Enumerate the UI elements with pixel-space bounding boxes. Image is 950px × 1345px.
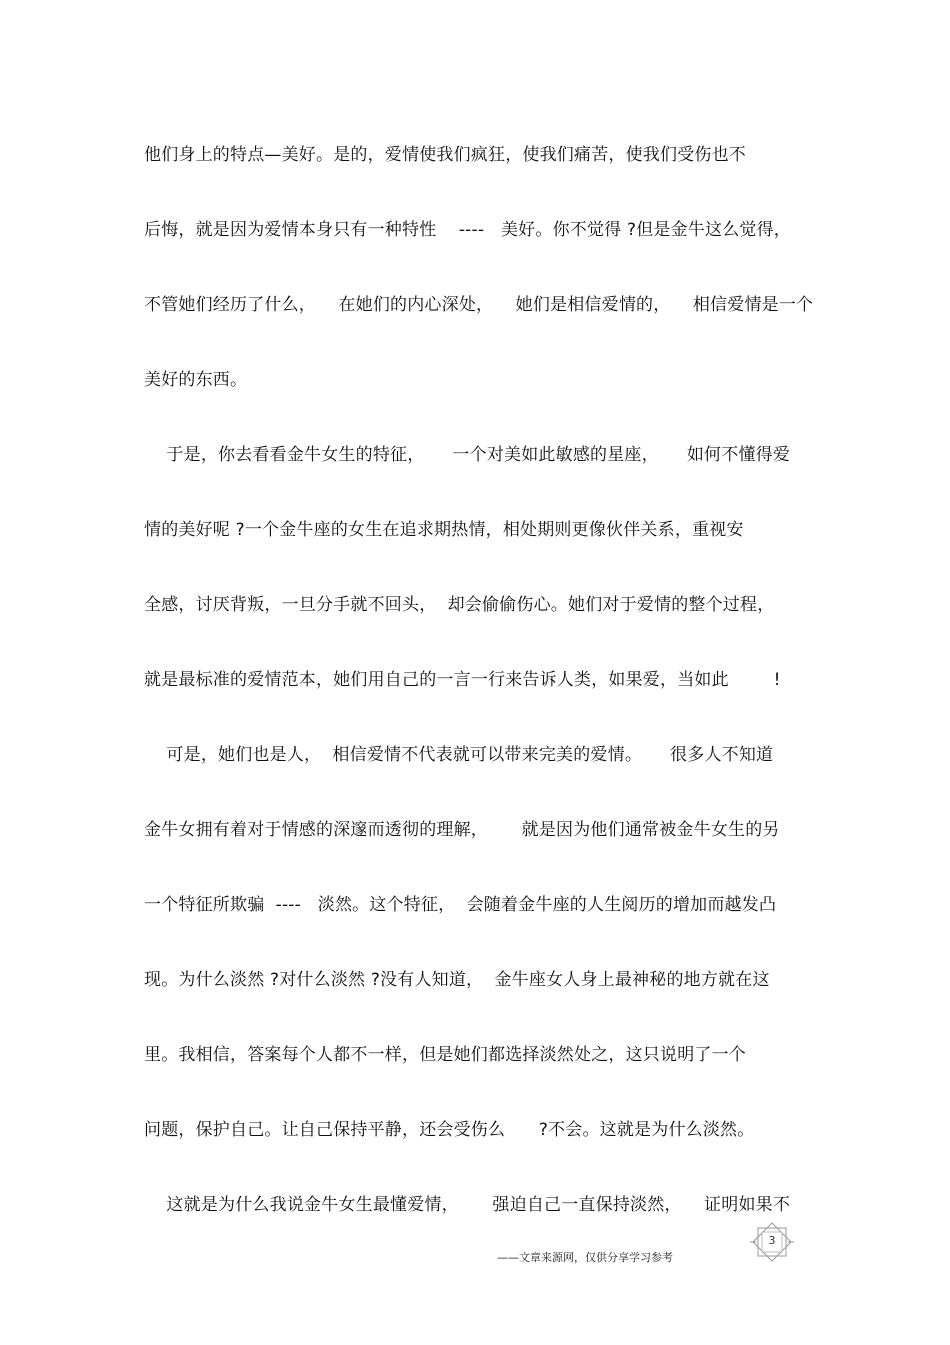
text-line: 现。为什么淡然 ?对什么淡然 ?没有人知道， 金牛座女人身上最神秘的地方就在这 bbox=[144, 970, 770, 990]
text-line: 后悔，就是因为爱情本身只有一种特性 ---- 美好。你不觉得 ?但是金牛这么觉得， bbox=[144, 220, 791, 240]
text-line: 他们身上的特点—美好。是的，爱情使我们疯狂，使我们痛苦，使我们受伤也不 bbox=[144, 145, 746, 165]
text-line: 里。我相信，答案每个人都不一样，但是她们都选择淡然处之，这只说明了一个 bbox=[144, 1045, 746, 1065]
text-line: 金牛女拥有着对于情感的深邃而透彻的理解， 就是因为他们通常被金牛女生的另 bbox=[144, 820, 780, 840]
source-note: ——文章来源网，仅供分享学习参考 bbox=[497, 1251, 673, 1264]
text-line: 美好的东西。 bbox=[144, 370, 248, 390]
text-line: 不管她们经历了什么， 在她们的内心深处， 她们是相信爱情的， 相信爱情是一个 bbox=[144, 295, 814, 315]
text-line: 就是最标准的爱情范本，她们用自己的一言一行来告诉人类，如果爱，当如此 ! bbox=[144, 670, 781, 690]
text-line: 问题，保护自己。让自己保持平静，还会受伤么 ?不会。这就是为什么淡然。 bbox=[144, 1120, 755, 1140]
page-number-badge bbox=[748, 1222, 796, 1262]
text-line: 可是，她们也是人， 相信爱情不代表就可以带来完美的爱情。 很多人不知道 bbox=[144, 745, 774, 765]
text-line: 全感，讨厌背叛，一旦分手就不回头， 却会偷偷伤心。她们对于爱情的整个过程， bbox=[144, 595, 775, 615]
text-line: 一个特征所欺骗 ---- 淡然。这个特征， 会随着金牛座的人生阅历的增加而越发凸 bbox=[144, 895, 777, 915]
page-number: 3 bbox=[768, 1234, 776, 1247]
text-line: 情的美好呢 ?一个金牛座的女生在追求期热情，相处期则更像伙伴关系，重视安 bbox=[144, 520, 744, 540]
text-line: 于是，你去看看金牛女生的特征， 一个对美如此敏感的星座， 如何不懂得爱 bbox=[144, 445, 791, 465]
text-line: 这就是为什么我说金牛女生最懂爱情， 强迫自己一直保持淡然， 证明如果不 bbox=[144, 1195, 791, 1215]
